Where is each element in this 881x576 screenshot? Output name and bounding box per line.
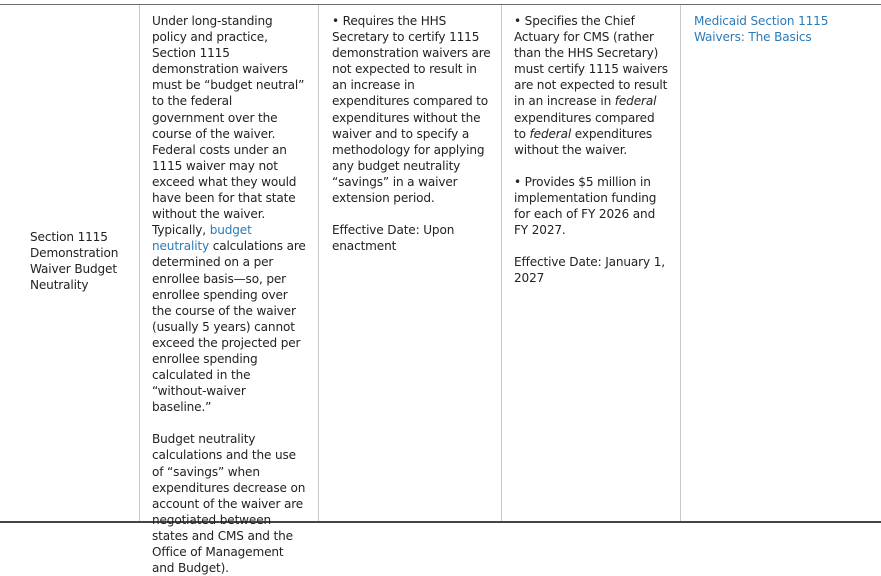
- medicaid-1115-basics-link[interactable]: Medicaid Section 1115 Waivers: The Basics: [694, 14, 829, 45]
- provision-label: Section 1115 Demonstration Waiver Budget Neutrality: [30, 230, 119, 293]
- current-law-paragraph: Under long-standing policy and practice, Section 1115 demonstration waivers must be “budget neutral” to the federal government over the course of the waiver. Federal costs under an 1115 waiver may not exceed what they would have been for that state without the waiver. Typically, budget neutrality calculations are determined on a per enrollee basis—so, per enrollee spending over the course of the waiver (usually 5 years) cannot exceed the projected per enrollee spending calculated in the “without-waiver baseline.”: [152, 14, 306, 415]
- senate-effective-date: Effective Date: January 1, 2027: [514, 255, 665, 286]
- house-effective-date: Effective Date: Upon enactment: [332, 223, 455, 254]
- table-row: [0, 4, 881, 576]
- budget-neutrality-link[interactable]: budget neutrality: [152, 223, 252, 254]
- house-bill-cell: [318, 5, 501, 521]
- provision-cell: [22, 5, 139, 521]
- house-bullet: • Requires the HHS Secretary to certify 1115 demonstration waivers are not expected to result in an increase in expenditures compared to expenditures without the waiver and to specify a methodology for applying any budget neutrality “savings” in a waiver extension period.: [332, 14, 491, 206]
- resources-cell: [680, 5, 881, 521]
- senate-bullet-2: • Provides $5 million in implementation funding for each of FY 2026 and FY 2027.: [514, 174, 657, 238]
- senate-bullet-1: • Specifies the Chief Actuary for CMS (rather than the HHS Secretary) must certify 1115 waivers are not expected to result in an increase in federal expenditures compared to federal expenditures without the waiver.: [514, 14, 668, 157]
- current-law-cell: [139, 5, 318, 576]
- current-law-paragraph-2: Budget neutrality calculations and the use of “savings” when expenditures decrease on account of the waiver are negotiated between states and CMS and the Office of Management and Budget).: [152, 432, 306, 576]
- senate-bill-cell: [501, 5, 680, 521]
